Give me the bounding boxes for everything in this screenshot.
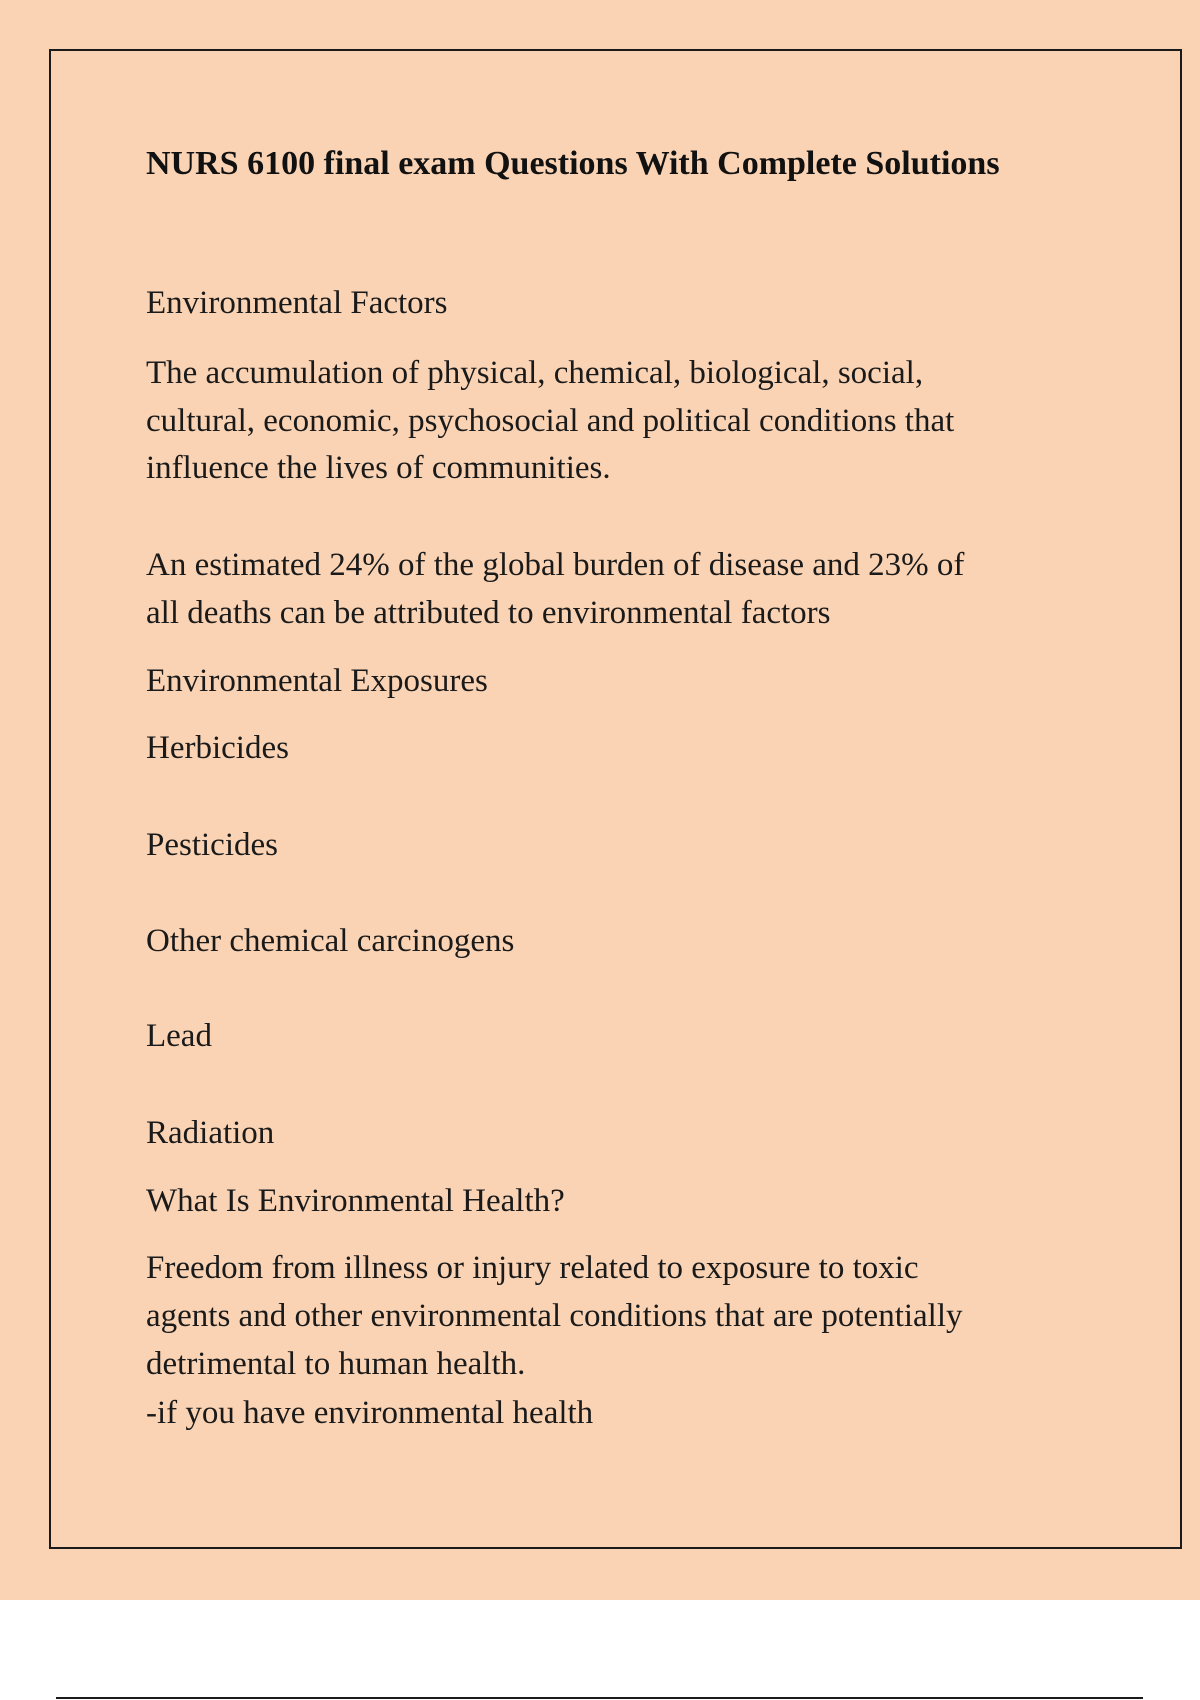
answer-line-1: Freedom from illness or injury related to exposure to toxic xyxy=(146,1250,919,1286)
environmental-exposures-heading: Environmental Exposures xyxy=(146,663,488,699)
exposure-pesticides: Pesticides xyxy=(146,827,278,863)
definition-line-3: influence the lives of communities. xyxy=(146,450,611,486)
exposure-radiation: Radiation xyxy=(146,1115,275,1151)
exposure-carcinogens: Other chemical carcinogens xyxy=(146,923,515,959)
answer-line-2: agents and other environmental conditions that are potentially xyxy=(146,1298,963,1334)
document-title: NURS 6100 final exam Questions With Complete Solutions xyxy=(146,145,1000,182)
statistic-line-1: An estimated 24% of the global burden of disease and 23% of xyxy=(146,547,965,583)
definition-line-2: cultural, economic, psychosocial and political conditions that xyxy=(146,403,955,439)
definition-line-1: The accumulation of physical, chemical, biological, social, xyxy=(146,355,924,391)
exposure-herbicides: Herbicides xyxy=(146,730,289,766)
statistic-line-2: all deaths can be attributed to environmental factors xyxy=(146,595,831,631)
exposure-lead: Lead xyxy=(146,1018,212,1054)
environmental-factors-heading: Environmental Factors xyxy=(146,285,448,321)
answer-line-4: -if you have environmental health xyxy=(146,1395,594,1431)
bottom-divider xyxy=(56,1697,1143,1699)
environmental-health-question: What Is Environmental Health? xyxy=(146,1183,565,1219)
answer-line-3: detrimental to human health. xyxy=(146,1346,526,1382)
